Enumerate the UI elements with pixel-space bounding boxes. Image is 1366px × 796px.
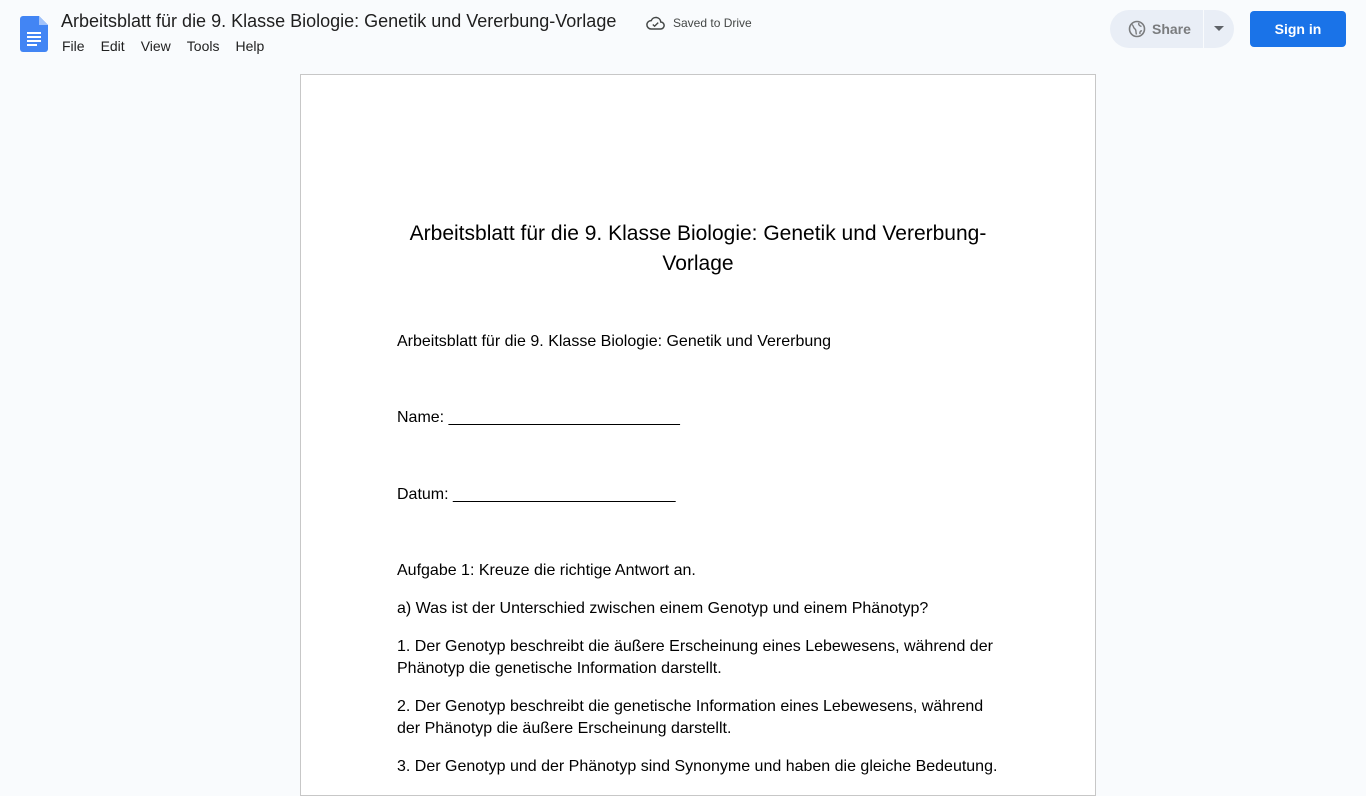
paragraph-name-line: Name: __________________________ [397,409,680,426]
paragraph-date-line: Datum: _________________________ [397,486,676,503]
sign-in-button[interactable]: Sign in [1250,11,1346,47]
share-dropdown-button[interactable] [1204,10,1234,48]
paragraph-option-2: 2. Der Genotyp beschreibt die genetische Information eines Lebewesens, während der Phänotyp die äußere Erscheinung darstellt. [397,698,984,737]
paragraph-option-1: 1. Der Genotyp beschreibt die äußere Erscheinung eines Lebewesens, während der Phänotyp die genetische Information darstellt. [397,638,993,677]
share-label: Share [1152,21,1191,37]
top-bar [0,0,1366,64]
menu-help[interactable]: Help [235,38,265,54]
share-button[interactable] [1110,10,1191,48]
paragraph-option-3: 3. Der Genotyp und der Phänotyp sind Synonyme und haben die gleiche Bedeutung. [397,758,998,775]
document-title[interactable]: Arbeitsblatt für die 9. Klasse Biologie: Genetik und Vererbung-Vorlage [61,11,617,31]
globe-icon [1128,20,1146,38]
menu-edit[interactable]: Edit [100,38,125,54]
menu-file[interactable]: File [62,38,85,54]
menu-tools[interactable]: Tools [186,38,220,54]
paragraph-subtitle: Arbeitsblatt für die 9. Klasse Biologie: Genetik und Vererbung [397,333,832,350]
google-docs-icon[interactable] [20,16,48,52]
menu-bar [54,36,272,56]
menu-view[interactable]: View [140,38,171,54]
paragraph-task-1: Aufgabe 1: Kreuze die richtige Antwort an. [397,562,696,579]
saved-status-label: Saved to Drive [673,16,752,30]
cloud-done-icon [646,16,665,30]
document-page[interactable] [300,74,1096,796]
saved-status[interactable] [646,13,752,33]
document-heading: Arbeitsblatt für die 9. Klasse Biologie: Genetik und Vererbung-Vorlage [409,222,987,275]
share-button-group [1110,10,1234,48]
caret-down-icon [1214,26,1224,32]
paragraph-question-a: a) Was ist der Unterschied zwischen einem Genotyp und einem Phänotyp? [397,600,929,617]
